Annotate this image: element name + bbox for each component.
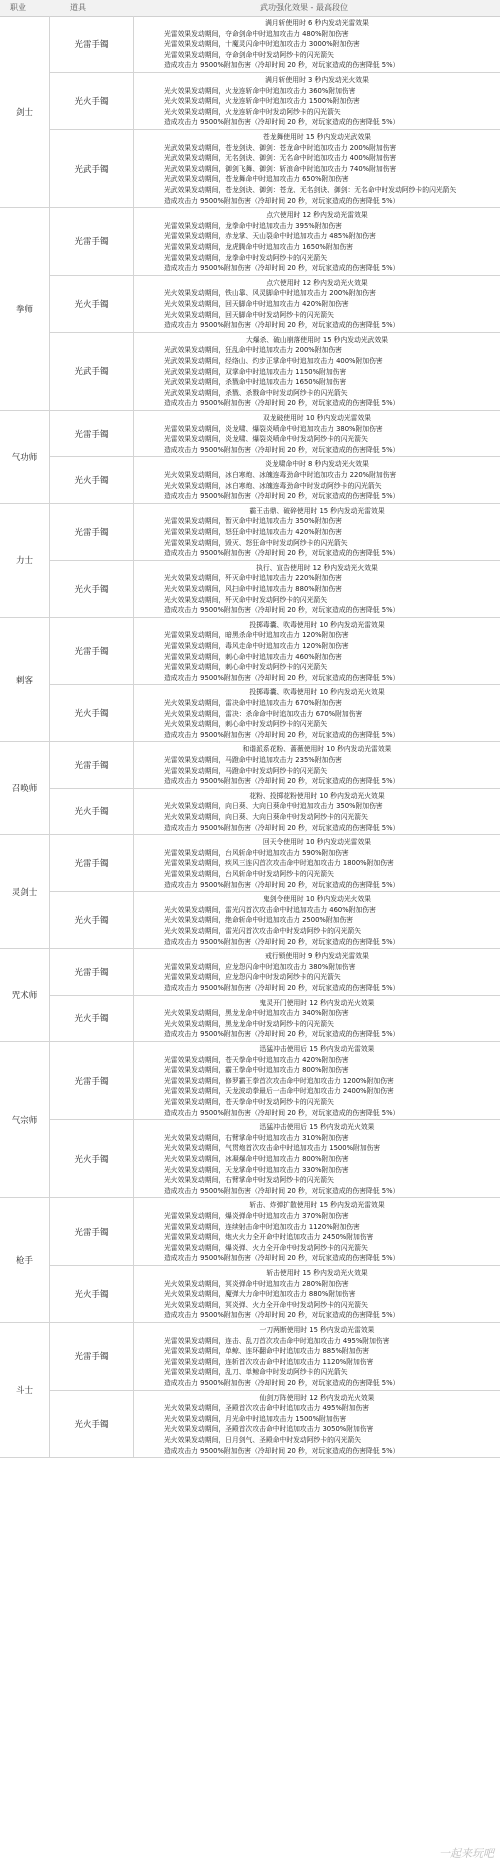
effect-line: 造成攻击力 9500%附加伤害（冷却时间 20 秒，对玩家造成的伤害降低 5%） [164,937,400,946]
weapon-cell: 光雷手镯 [50,835,134,892]
weapon-cell: 光武手镯 [50,130,134,208]
effect-line: 造成攻击力 9500%附加伤害（冷却时间 20 秒，对玩家造成的伤害降低 5%） [164,606,400,615]
effect-line: 满月斩使用时 6 秒内发动光雷效果 [265,19,369,27]
effect-line: 造成攻击力 9500%附加伤害（冷却时间 20 秒，对玩家造成的伤害降低 5%） [164,1030,400,1039]
effect-line: 仙剑万阵使用时 12 秒内发动光火效果 [259,1393,375,1402]
weapon-cell: 光火手镯 [50,1120,134,1198]
effect-line: 光武效果发动期间，经络山、灼步正掌命中时追加攻击力 400%附加伤害 [164,356,383,365]
effect-line: 光雷效果发动期间，夺命剑命中时追加攻击力 480%附加伤害 [164,29,349,38]
weapon-cell: 光火手镯 [50,996,134,1042]
effect-line: 光火效果发动期间，天龙掌命中时追加攻击力 330%附加伤害 [164,1165,349,1174]
effect-line: 投掷毒囊、吹毒使用时 10 秒内发动光火效果 [249,688,385,697]
effect-line: 鬼灵开门使用时 12 秒内发动光火效果 [259,998,375,1007]
effect-line: 大爆杀、破山崩落使用时 15 秒内发动光武效果 [245,335,389,344]
effect-line: 造成攻击力 9500%附加伤害（冷却时间 20 秒，对玩家造成的伤害降低 5%） [164,196,400,205]
effect-line: 光雷效果发动期间，台风斩命中时追加攻击力 590%附加伤害 [164,848,349,857]
effect-cell [134,996,500,1042]
effect-line: 光雷效果发动期间，乱刀、单鲸命中时发动阿纱卡的闪光箭矢 [164,1368,348,1377]
class-cell: 剑士 [0,16,50,208]
effect-line: 点穴使用时 12 秒内发动光雷效果 [266,211,368,220]
effect-line: 光雷效果发动期间，疾风三连闪首次攻击命中时追加攻击力 1800%附加伤害 [164,859,394,868]
class-cell: 气宗师 [0,1042,50,1198]
effect-line: 双龙破使用时 10 秒内发动光雷效果 [262,414,372,422]
effect-cell [134,1042,500,1120]
effect-line: 光火效果发动期间，冥炎弹、火力全开命中时发动阿纱卡的闪光箭矢 [164,1300,368,1309]
effect-line: 光火效果发动期间，右臂掌命中时追加攻击力 310%附加伤害 [164,1133,349,1142]
effect-line: 光武效果发动期间，杀戮、杀戮命中时发动阿纱卡的闪光箭矢 [164,388,348,397]
effect-cell [134,1198,500,1266]
effect-cell [134,504,500,561]
weapon-cell: 光火手镯 [50,1266,134,1323]
effect-line: 造成攻击力 9500%附加伤害（冷却时间 20 秒，对玩家造成的伤害降低 5%） [164,1446,400,1455]
effect-line: 光火效果发动期间，回天脚命中时追加攻击力 420%附加伤害 [164,299,349,308]
effect-line: 光火效果发动期间，雷光闪首次攻击命中时发动阿纱卡的闪光箭矢 [164,926,362,935]
effect-line: 光火效果发动期间，雷决：杀命命中时追加攻击力 670%附加伤害 [164,709,363,718]
effect-line: 造成攻击力 9500%附加伤害（冷却时间 20 秒，对玩家造成的伤害降低 5%） [164,823,400,832]
effect-line: 造成攻击力 9500%附加伤害（冷却时间 20 秒，对玩家造成的伤害降低 5%） [164,1108,400,1117]
effect-line: 光雷效果发动期间，炎龙啸、爆裂炎喷命中时追加攻击力 380%附加伤害 [164,424,383,433]
effect-cell [134,1391,500,1459]
effect-line: 造成攻击力 9500%附加伤害（冷却时间 20 秒，对玩家造成的伤害降低 5%） [164,1378,400,1387]
effect-line: 光火效果发动期间，向日葵、大向日葵命中时发动阿纱卡的闪光箭矢 [164,812,368,821]
effect-line: 光火效果发动期间，回天脚命中时发动阿纱卡的闪光箭矢 [164,310,334,319]
effect-line: 光雷效果发动期间，台风斩命中时发动阿纱卡的闪光箭矢 [164,869,334,878]
weapon-cell: 光雷手镯 [50,208,134,276]
effect-line: 造成攻击力 9500%附加伤害（冷却时间 20 秒，对玩家造成的伤害降低 5%） [164,880,400,889]
effect-line: 光雷效果发动期间，连击、乱刀首次攻击命中时追加攻击力 495%附加伤害 [164,1336,390,1345]
effect-cell [134,561,500,618]
effect-cell [134,742,500,788]
weapon-cell: 光火手镯 [50,73,134,130]
effect-cell [134,1323,500,1391]
effect-line: 光雷效果发动期间，苍天拳命中时追加攻击力 420%附加伤害 [164,1055,349,1064]
effect-cell [134,411,500,457]
effect-line: 光武效果发动期间，苍龙舞命中时追加攻击力 650%附加伤害 [164,175,349,184]
table-header [0,0,500,17]
weapon-cell: 光火手镯 [50,789,134,835]
header-class: 职业 [10,3,26,12]
effect-line: 光雷效果发动期间，暂灭命中时追加攻击力 350%附加伤害 [164,517,342,526]
effect-line: 光武效果发动期间，双掌命中时追加攻击力 1150%附加伤害 [164,367,347,376]
effect-line: 光火效果发动期间，冥炎弹命中时追加攻击力 280%附加伤害 [164,1279,349,1288]
weapon-cell: 光武手镯 [50,333,134,411]
weapon-cell: 光雷手镯 [50,1323,134,1391]
weapon-cell: 光雷手镯 [50,618,134,686]
effect-line: 光火效果发动期间，圣殿首次攻击命中时追加攻击力 3050%附加伤害 [164,1425,374,1434]
effect-line: 造成攻击力 9500%附加伤害（冷却时间 20 秒，对玩家造成的伤害降低 5%） [164,1254,400,1263]
effect-cell [134,276,500,333]
effect-line: 光火效果发动期间，黑龙龙命中时追加攻击力 340%附加伤害 [164,1009,349,1018]
effect-line: 光雷效果发动期间，暗黑杀命中时追加攻击力 120%附加伤害 [164,631,349,640]
class-cell: 召唤师 [0,742,50,835]
weapon-cell: 光雷手镯 [50,1198,134,1266]
effect-line: 光火效果发动期间，右臂掌命中时发动阿纱卡的闪光箭矢 [164,1176,334,1185]
effect-cell [134,789,500,835]
effect-line: 光雷效果发动期间，夺命剑命中时发动阿纱卡的闪光箭矢 [164,50,334,59]
effect-line: 光火效果发动期间，雷决命中时追加攻击力 670%附加伤害 [164,698,342,707]
weapon-cell: 光雷手镯 [50,1042,134,1120]
weapon-cell: 光火手镯 [50,457,134,503]
class-cell: 灵剑士 [0,835,50,949]
effect-line: 造成攻击力 9500%附加伤害（冷却时间 20 秒，对玩家造成的伤害降低 5%） [164,730,400,739]
effect-line: 光雷效果发动期间，龙拳命中时追加攻击力 395%附加伤害 [164,221,342,230]
effect-line: 光雷效果发动期间，龙虎腾命中时追加攻击力 1650%附加伤害 [164,242,354,251]
effect-cell [134,685,500,742]
effect-line: 斩击、炸弹扩散使用时 15 秒内发动光雷效果 [249,1201,385,1210]
effect-line: 造成攻击力 9500%附加伤害（冷却时间 20 秒，对玩家造成的伤害降低 5%） [164,983,400,992]
effect-line: 光武效果发动期间，苍龙剑诀、御剑：苍龙命中时追加攻击力 200%附加伤害 [164,143,397,152]
effect-line: 光雷效果发动期间，连斩首次攻击命中时追加攻击力 1120%附加伤害 [164,1357,374,1366]
class-cell: 咒术师 [0,949,50,1042]
effect-cell [134,208,500,276]
effect-line: 造成攻击力 9500%附加伤害（冷却时间 20 秒，对玩家造成的伤害降低 5%） [164,1186,400,1195]
effect-line: 投掷毒囊、吹毒使用时 10 秒内发动光雷效果 [249,620,385,629]
header-effect: 武功强化效果 - 最高段位 [260,3,348,12]
header-item: 道具 [70,3,86,12]
effect-cell [134,618,500,686]
effect-line: 光火效果发动期间，火龙连斩命中时追加攻击力 1500%附加伤害 [164,97,360,106]
effect-line: 光雷效果发动期间，毁灭、怒狂命中时发动阿纱卡的闪光箭矢 [164,538,348,547]
weapon-cell: 光火手镯 [50,892,134,949]
effect-line: 光雷效果发动期间，毒风走命中时追加攻击力 120%附加伤害 [164,641,349,650]
effect-line: 造成攻击力 9500%附加伤害（冷却时间 20 秒，对玩家造成的伤害降低 5%） [164,549,400,558]
effect-line: 造成攻击力 9500%附加伤害（冷却时间 20 秒，对玩家造成的伤害降低 5%） [164,673,400,682]
effect-line: 光武效果发动期间，杀戮命中时追加攻击力 1650%附加伤害 [164,378,347,387]
effect-line: 迅猛冲击使用后 15 秒内发动光火效果 [259,1123,375,1132]
effect-line: 戒行锁使用时 9 秒内发动光雷效果 [265,952,369,961]
effect-cell [134,333,500,411]
effect-line: 光火效果发动期间，月光命中时追加攻击力 1500%附加伤害 [164,1414,347,1423]
effect-cell [134,1120,500,1198]
effect-line: 满月斩使用时 3 秒内发动光火效果 [265,76,369,84]
effect-line: 迅猛冲击使用后 15 秒内发动光雷效果 [259,1045,375,1053]
class-cell: 枪手 [0,1198,50,1323]
effect-line: 光雷效果发动期间，炎龙啸、爆裂炎喷命中时发动阿纱卡的闪光箭矢 [164,435,368,444]
class-cell: 力士 [0,504,50,618]
effect-line: 光雷效果发动期间，龙拳命中时发动阿纱卡的闪光箭矢 [164,253,328,262]
effect-line: 光雷效果发动期间，苍天拳命中时发动阿纱卡的闪光箭矢 [164,1097,334,1106]
class-cell: 刺客 [0,618,50,743]
effect-line: 花粉、投掷花粉使用时 10 秒内发动光火效果 [249,791,385,800]
effect-line: 光武效果发动期间，御剑飞舞、御剑：斩浪命中时追加攻击力 740%附加伤害 [164,164,397,173]
weapon-cell: 光火手镯 [50,561,134,618]
effect-line: 光雷效果发动期间，炮火火力全开命中时追加攻击力 2450%附加伤害 [164,1233,374,1242]
effect-line: 光雷效果发动期间，爆炎弹、火力全开命中时发动阿纱卡的闪光箭矢 [164,1243,368,1252]
effect-line: 光火效果发动期间，气贯炮首次攻击命中时追加攻击力 1500%附加伤害 [164,1144,381,1153]
effect-line: 造成攻击力 9500%附加伤害（冷却时间 20 秒，对玩家造成的伤害降低 5%） [164,445,400,454]
effect-cell [134,457,500,503]
effect-line: 光雷效果发动期间，单鲸、连环翻命中时追加攻击力 885%附加伤害 [164,1347,370,1356]
effect-line: 光火效果发动期间，歼灭命中时发动阿纱卡的闪光箭矢 [164,595,328,604]
effect-line: 光火效果发动期间，向日葵、大向日葵命中时追加攻击力 350%附加伤害 [164,802,383,811]
effect-line: 造成攻击力 9500%附加伤害（冷却时间 20 秒，对玩家造成的伤害降低 5%） [164,492,400,501]
effect-line: 霸王击鼎、破碎使用时 15 秒内发动光雷效果 [249,506,385,515]
class-cell: 气功师 [0,411,50,504]
effect-line: 光火效果发动期间，雷光闪首次攻击命中时追加攻击力 460%附加伤害 [164,905,376,914]
effect-cell [134,1266,500,1323]
effect-line: 光雷效果发动期间，刺心命中时追加攻击力 460%附加伤害 [164,652,342,661]
effect-line: 光武效果发动期间，苍龙剑诀、御剑：苍龙、无名剑诀、御剑：无名命中时发动阿纱卡的闪光箭矢 [164,185,457,194]
effect-line: 炎龙啸命中时 8 秒内发动光火效果 [265,460,369,469]
effect-line: 光火效果发动期间，火龙连斩命中时发动阿纱卡的闪光箭矢 [164,107,341,116]
effect-line: 光武效果发动期间，狂乱命中时追加攻击力 200%附加伤害 [164,346,342,355]
effect-line: 回天令使用时 10 秒内发动光雷效果 [262,838,372,847]
weapon-cell: 光雷手镯 [50,16,134,73]
effect-cell [134,73,500,130]
effect-line: 光火效果发动期间，冰白寒炮、冰魄连毒劲命中时追加攻击力 220%附加伤害 [164,470,397,479]
effect-line: 光火效果发动期间，冰凝爆命中时追加攻击力 800%附加伤害 [164,1154,349,1163]
weapon-cell: 光雷手镯 [50,742,134,788]
effect-line: 点穴使用时 12 秒内发动光火效果 [266,278,368,287]
watermark: 一起来玩吧 [439,1847,494,1860]
effect-line: 光火效果发动期间，绝命斩命中时追加攻击力 2500%附加伤害 [164,916,354,925]
weapon-cell: 光火手镯 [50,685,134,742]
effect-line: 鬼剑令使用时 10 秒内发动光火效果 [262,895,372,904]
effect-line: 光火效果发动期间，风扫命中时追加攻击力 880%附加伤害 [164,584,342,593]
effect-cell [134,835,500,892]
effect-line: 光火效果发动期间，圣殿首次攻击命中时追加攻击力 495%附加伤害 [164,1404,370,1413]
effect-line: 斩击使用时 15 秒内发动光火效果 [266,1269,368,1277]
effect-line: 光雷效果发动期间，连续射击命中时追加攻击力 1120%附加伤害 [164,1222,360,1231]
effect-line: 光雷效果发动期间，马蹬命中时发动阿纱卡的闪光箭矢 [164,766,328,775]
effect-line: 光雷效果发动期间，霸王拳命中时追加攻击力 800%附加伤害 [164,1066,349,1075]
effect-line: 造成攻击力 9500%附加伤害（冷却时间 20 秒，对玩家造成的伤害降低 5%） [164,321,400,330]
weapon-cell: 光雷手镯 [50,949,134,995]
effect-line: 光雷效果发动期间，赤龙掌、天山裂命中时追加攻击力 485%附加伤害 [164,232,376,241]
effect-cell [134,130,500,208]
effect-line: 和谐派系花粉、蔷薇使用时 10 秒内发动光雷效果 [242,745,392,754]
effect-line: 苍龙舞使用时 15 秒内发动光武效果 [262,133,372,141]
effect-line: 造成攻击力 9500%附加伤害（冷却时间 20 秒，对玩家造成的伤害降低 5%） [164,1311,400,1320]
effect-line: 光雷效果发动期间，十魔灵闪命中时追加攻击力 3000%附加伤害 [164,40,360,49]
effect-line: 光雷效果发动期间，应龙怨闪命中时发动阿纱卡的闪光箭矢 [164,973,341,982]
class-cell: 拳师 [0,208,50,411]
effect-line: 光火效果发动期间，铁山靠、风灵脚命中时追加攻击力 200%附加伤害 [164,289,376,298]
effect-line: 造成攻击力 9500%附加伤害（冷却时间 20 秒，对玩家造成的伤害降低 5%） [164,399,400,408]
effect-line: 光雷效果发动期间，怒狂命中时追加攻击力 420%附加伤害 [164,527,342,536]
effect-line: 光火效果发动期间，歼灭命中时追加攻击力 220%附加伤害 [164,574,342,583]
effect-line: 光火效果发动期间，火龙连斩命中时追加攻击力 360%附加伤害 [164,86,356,95]
weapon-cell: 光火手镯 [50,1391,134,1459]
effect-line: 光火效果发动期间，刺心命中时发动阿纱卡的闪光箭矢 [164,720,328,729]
weapon-cell: 光火手镯 [50,276,134,333]
effect-cell [134,949,500,995]
weapon-cell: 光雷手镯 [50,504,134,561]
effect-line: 一刀两断使用时 15 秒内发动光雷效果 [259,1326,375,1334]
effect-line: 光火效果发动期间，日月剑气、圣殿命中时发动阿纱卡的闪光箭矢 [164,1435,362,1444]
effect-line: 造成攻击力 9500%附加伤害（冷却时间 20 秒，对玩家造成的伤害降低 5%） [164,777,400,786]
effect-line: 光雷效果发动期间，天龙波动拳最后一击命中时追加攻击力 2400%附加伤害 [164,1087,394,1096]
effect-line: 光火效果发动期间，冰白寒炮、冰魄连毒劲命中时发动阿纱卡的闪光箭矢 [164,481,382,490]
effect-line: 光火效果发动期间，魔弹大力命中时追加攻击力 880%附加伤害 [164,1290,356,1299]
effect-cell [134,892,500,949]
effect-line: 造成攻击力 9500%附加伤害（冷却时间 20 秒，对玩家造成的伤害降低 5%） [164,264,400,273]
effect-line: 光武效果发动期间，无名剑诀、御剑：无名命中时追加攻击力 400%附加伤害 [164,154,397,163]
effect-line: 光雷效果发动期间，爆炎弹命中时追加攻击力 370%附加伤害 [164,1211,349,1220]
effect-line: 光雷效果发动期间，刺心命中时发动阿纱卡的闪光箭矢 [164,663,328,672]
weapon-cell: 光雷手镯 [50,411,134,457]
effect-line: 造成攻击力 9500%附加伤害（冷却时间 20 秒，对玩家造成的伤害降低 5%） [164,118,400,127]
effect-line: 造成攻击力 9500%附加伤害（冷却时间 20 秒，对玩家造成的伤害降低 5%） [164,61,400,70]
effect-line: 执行、宣告使用时 12 秒内发动光火效果 [256,563,378,572]
effect-line: 光火效果发动期间，黑龙龙命中时发动阿纱卡的闪光箭矢 [164,1019,334,1028]
effect-line: 光雷效果发动期间，马蹬命中时追加攻击力 235%附加伤害 [164,755,342,764]
effect-line: 光雷效果发动期间，修罗霸王拳首次攻击命中时追加攻击力 1200%附加伤害 [164,1076,394,1085]
effect-cell [134,16,500,73]
effect-line: 光雷效果发动期间，应龙怨闪命中时追加攻击力 380%附加伤害 [164,962,356,971]
class-cell: 斗士 [0,1323,50,1458]
